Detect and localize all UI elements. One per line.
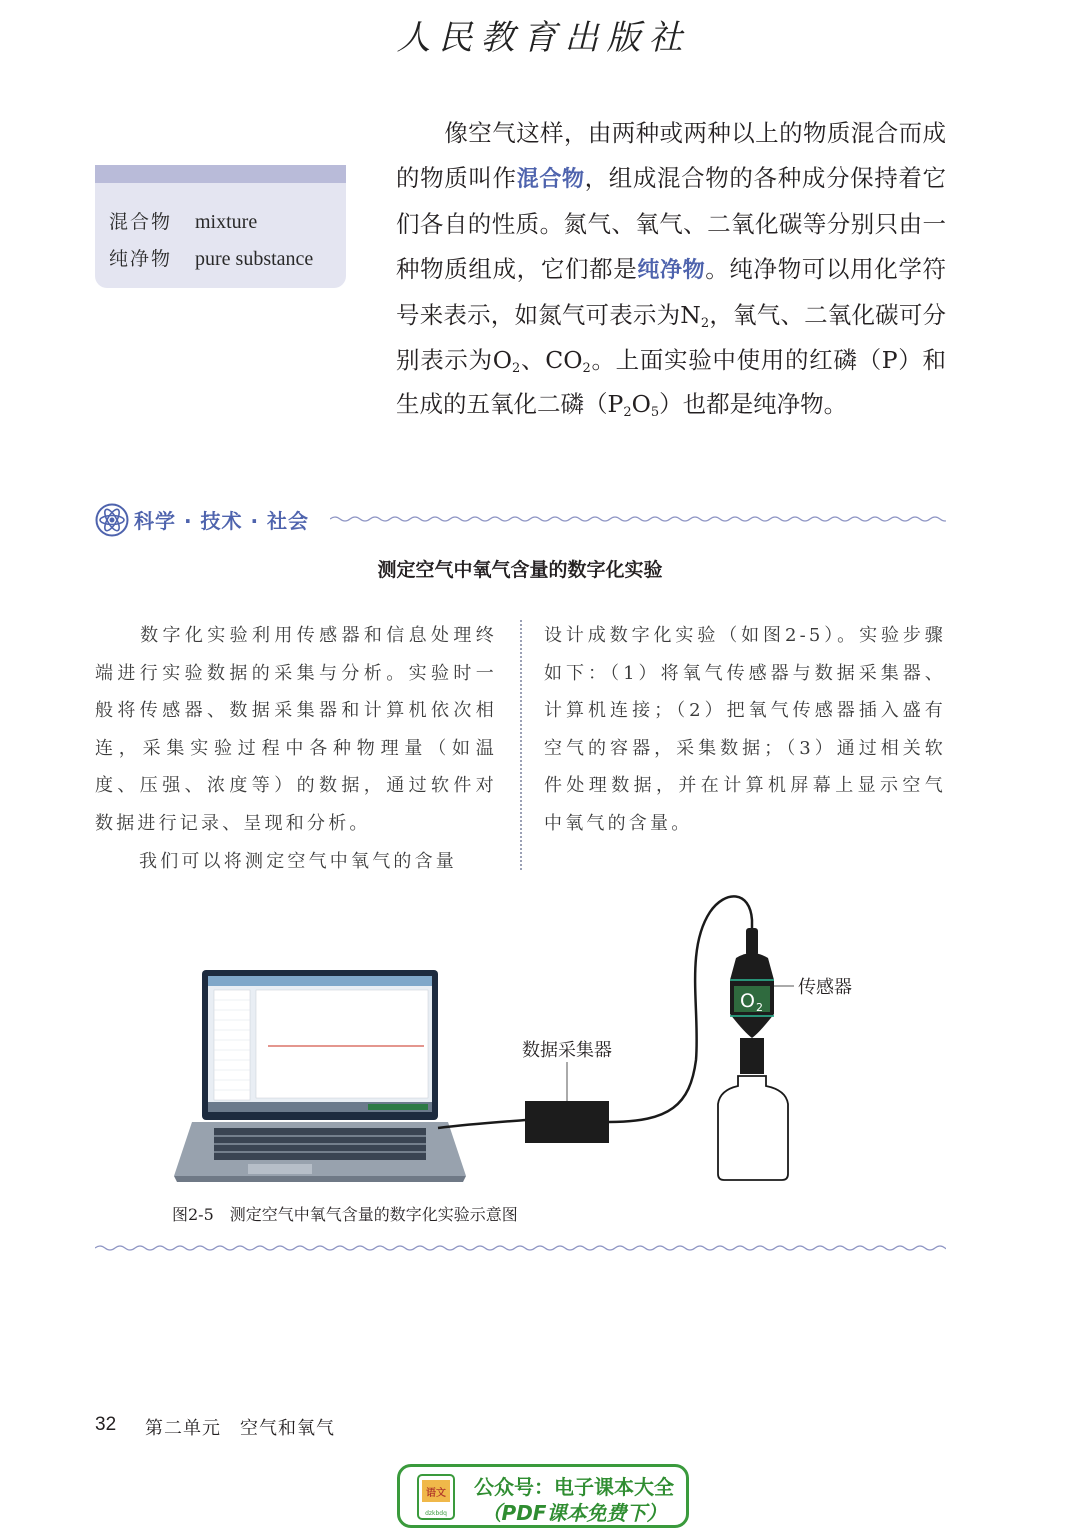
publisher-header: 人民教育出版社 [396, 18, 691, 58]
glossary-en: pure substance [195, 248, 314, 270]
glossary-row-mixture [109, 207, 257, 234]
left-column [95, 617, 497, 880]
glossary-zh: 纯净物 [109, 248, 173, 270]
term-mixture: 混合物 [516, 166, 585, 192]
wave-divider-top [330, 512, 946, 526]
book-logo-icon [412, 1473, 460, 1523]
right-column [544, 617, 946, 843]
main-paragraph: 像空气这样，由两种或两种以上的物质混合而成的物质叫作混合物，组成混合物的各种成分保持着它们各自的性质。氮气、氧气、二氧化碳等分别只由一种物质组成，它们都是纯净物。纯净物可以用化学符号来表示，如氮气可表示为$N_2$，氧气、二氧化碳可分别表示为$O_2$、$CO_2$。上面实验中使用的红磷（P）和生成的五氧化二磷$(P_2O_5)$也都是纯净物。 [396, 119, 947, 420]
gas-bottle-icon [718, 1076, 788, 1180]
box-title: 测定空气中氧气含量的数字化实验 [377, 559, 663, 581]
wave-divider-bottom [95, 1241, 946, 1255]
experiment-figure [170, 890, 890, 1200]
left-paragraph-2: 我们可以将测定空气中氧气的含量 [139, 850, 457, 872]
left-paragraph-1: 数字化实验利用传感器和信息处理终端进行实验数据的采集与分析。实验时一般将传感器、数据采集器和计算机依次相连，采集实验过程中各种物理量（如温度、压强、浓度等）的数据，通过软件对数据进行记录、呈现和分析。 [95, 625, 497, 834]
atom-icon [95, 503, 129, 537]
stamp-logo-text: 语文 [426, 1488, 446, 1499]
glossary-row-pure-substance [109, 244, 313, 271]
glossary-bar [95, 165, 346, 183]
column-divider [520, 620, 522, 870]
right-paragraph-1: 设计成数字化实验（如图2-5）。实验步骤如下：（1）将氧气传感器与数据采集器、计算机连接；（2）把氧气传感器插入盛有空气的容器，采集数据；（3）通过相关软件处理数据，并在计算机屏幕上显示空气中氧气的含量。 [544, 625, 946, 834]
section-title: 科学 · 技术 · 社会 [134, 509, 310, 533]
stamp-line-2: （PDF课本免费下） [481, 1501, 667, 1525]
laptop-icon [174, 970, 466, 1182]
oxygen-sensor-icon [730, 928, 774, 1074]
page-number: 32 [95, 1414, 117, 1435]
label-data-collector: 数据采集器 [522, 1040, 612, 1061]
sensor-subscript: 2 [756, 1001, 763, 1014]
data-collector-box [525, 1101, 609, 1143]
stamp-logo-subtext: dzkbdq [425, 1510, 447, 1517]
glossary-zh: 混合物 [109, 211, 173, 233]
label-sensor: 传感器 [798, 977, 852, 998]
promo-stamp [397, 1464, 689, 1528]
sensor-symbol: O [740, 990, 755, 1012]
unit-title: 第二单元 空气和氧气 [145, 1418, 335, 1439]
glossary-box [95, 165, 346, 288]
stamp-line-1: 公众号：电子课本大全 [474, 1475, 674, 1499]
figure-caption: 图2-5 测定空气中氧气含量的数字化实验示意图 [172, 1205, 518, 1224]
glossary-en: mixture [195, 211, 258, 233]
term-pure-substance: 纯净物 [637, 257, 706, 283]
